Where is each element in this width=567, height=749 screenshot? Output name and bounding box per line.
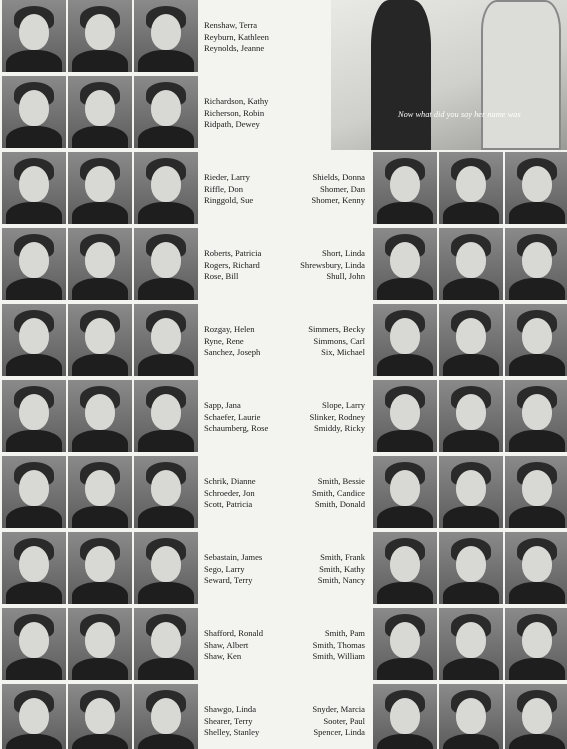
student-name: Sebastain, James <box>204 552 263 562</box>
portrait-right-6-0 <box>373 456 437 528</box>
portrait-head <box>151 546 181 582</box>
portrait-head <box>456 470 486 506</box>
portrait-body <box>443 278 499 300</box>
portrait-left-3-0 <box>2 228 66 300</box>
portrait-body <box>377 202 433 224</box>
student-name: Slinker, Rodney <box>309 411 365 422</box>
portrait-head <box>522 242 552 278</box>
student-name: Smith, Donald <box>314 499 365 509</box>
portrait-head <box>85 622 115 658</box>
student-name: Smith, William <box>312 651 365 661</box>
portrait-left-1-0 <box>2 76 66 148</box>
portrait-right-4-1 <box>439 304 503 376</box>
portrait-right-2-0 <box>373 152 437 224</box>
portrait-body <box>138 126 194 148</box>
student-name: Slope, Larry <box>322 400 365 410</box>
name-list-left <box>204 172 253 207</box>
student-name: Simmons, Carl <box>313 335 365 346</box>
portrait-left-7-0 <box>2 532 66 604</box>
portrait-body <box>6 582 62 604</box>
portrait-body <box>138 202 194 224</box>
portrait-body <box>443 506 499 528</box>
portrait-left-8-0 <box>2 608 66 680</box>
portrait-right-3-1 <box>439 228 503 300</box>
portrait-right-9-2 <box>505 684 567 749</box>
portrait-head <box>151 90 181 126</box>
portrait-body <box>138 278 194 300</box>
portrait-body <box>509 430 565 452</box>
student-name: Rieder, Larry <box>204 172 250 182</box>
portrait-right-7-2 <box>505 532 567 604</box>
portrait-body <box>443 430 499 452</box>
portrait-head <box>19 622 49 658</box>
portrait-head <box>151 394 181 430</box>
portrait-head <box>85 242 115 278</box>
portrait-right-5-2 <box>505 380 567 452</box>
portrait-left-1-2 <box>134 76 198 148</box>
portrait-head <box>85 698 115 734</box>
portrait-left-8-2 <box>134 608 198 680</box>
portrait-body <box>138 734 194 749</box>
portrait-right-8-0 <box>373 608 437 680</box>
student-name: Renshaw, Terra <box>204 20 258 30</box>
student-name: Sapp, Jana <box>204 400 241 410</box>
portrait-body <box>6 430 62 452</box>
student-name: Shomer, Kenny <box>311 195 365 205</box>
candid-figure-student-light <box>481 0 561 150</box>
portrait-body <box>377 658 433 680</box>
portrait-right-9-0 <box>373 684 437 749</box>
portrait-left-3-1 <box>68 228 132 300</box>
portrait-head <box>19 546 49 582</box>
portrait-body <box>509 582 565 604</box>
portrait-right-4-0 <box>373 304 437 376</box>
portrait-head <box>19 394 49 430</box>
student-name: Schrik, Dianne <box>204 476 256 486</box>
portrait-left-4-0 <box>2 304 66 376</box>
student-name: Shomer, Dan <box>319 183 365 194</box>
portrait-left-4-2 <box>134 304 198 376</box>
portrait-right-8-1 <box>439 608 503 680</box>
portrait-head <box>151 622 181 658</box>
student-name: Spencer, Linda <box>313 727 365 737</box>
portrait-head <box>522 394 552 430</box>
student-name: Smith, Pam <box>324 628 365 638</box>
portrait-head <box>390 470 420 506</box>
portrait-head <box>456 622 486 658</box>
student-name: Shaw, Ken <box>204 651 242 661</box>
student-name: Smith, Candice <box>312 487 365 498</box>
student-name: Shields, Donna <box>312 172 365 182</box>
name-list-right <box>309 400 365 435</box>
portrait-left-9-0 <box>2 684 66 749</box>
portrait-left-9-2 <box>134 684 198 749</box>
portrait-body <box>6 126 62 148</box>
portrait-body <box>509 354 565 376</box>
portrait-right-7-0 <box>373 532 437 604</box>
portrait-body <box>138 50 194 72</box>
student-name: Smith, Thomas <box>312 639 365 650</box>
candid-photo <box>331 0 567 150</box>
portrait-left-2-0 <box>2 152 66 224</box>
portrait-head <box>456 698 486 734</box>
portrait-left-7-2 <box>134 532 198 604</box>
student-name: Reyburn, Kathleen <box>204 31 269 42</box>
student-name: Shaw, Albert <box>204 639 249 650</box>
portrait-body <box>6 354 62 376</box>
student-name: Scott, Patricia <box>204 499 253 509</box>
name-list-right <box>312 704 365 739</box>
portrait-right-5-1 <box>439 380 503 452</box>
portrait-body <box>6 278 62 300</box>
portrait-left-5-0 <box>2 380 66 452</box>
portrait-body <box>72 126 128 148</box>
student-name: Six, Michael <box>321 347 365 357</box>
name-list-right <box>312 476 365 511</box>
portrait-left-0-2 <box>134 0 198 72</box>
portrait-head <box>390 166 420 202</box>
name-list-left <box>204 628 263 663</box>
portrait-head <box>19 698 49 734</box>
portrait-right-3-2 <box>505 228 567 300</box>
portrait-head <box>522 470 552 506</box>
portrait-head <box>85 14 115 50</box>
student-name: Rose, Bill <box>204 271 239 281</box>
name-list-left <box>204 20 269 55</box>
portrait-head <box>85 318 115 354</box>
portrait-head <box>19 90 49 126</box>
portrait-head <box>151 698 181 734</box>
name-list-left <box>204 476 256 511</box>
portrait-left-6-0 <box>2 456 66 528</box>
portrait-body <box>138 354 194 376</box>
student-name: Shelley, Stanley <box>204 727 260 737</box>
portrait-body <box>509 202 565 224</box>
portrait-body <box>72 354 128 376</box>
student-name: Shull, John <box>326 271 365 281</box>
portrait-head <box>19 242 49 278</box>
name-list-left <box>204 248 261 283</box>
student-name: Riffle, Don <box>204 183 243 194</box>
portrait-body <box>138 430 194 452</box>
portrait-head <box>151 242 181 278</box>
portrait-head <box>151 318 181 354</box>
candid-figure-student-dark <box>371 0 431 150</box>
portrait-left-0-1 <box>68 0 132 72</box>
portrait-body <box>138 582 194 604</box>
portrait-right-5-0 <box>373 380 437 452</box>
portrait-right-8-2 <box>505 608 567 680</box>
student-name: Smiddy, Ricky <box>313 423 365 433</box>
portrait-head <box>390 242 420 278</box>
portrait-head <box>456 242 486 278</box>
portrait-head <box>151 14 181 50</box>
student-name: Shawgo, Linda <box>204 704 257 714</box>
portrait-body <box>72 278 128 300</box>
portrait-body <box>377 354 433 376</box>
portrait-right-2-2 <box>505 152 567 224</box>
portrait-head <box>456 318 486 354</box>
portrait-head <box>85 90 115 126</box>
portrait-body <box>509 734 565 749</box>
portrait-body <box>72 658 128 680</box>
portrait-head <box>151 166 181 202</box>
student-name: Short, Linda <box>322 248 365 258</box>
portrait-left-8-1 <box>68 608 132 680</box>
portrait-left-6-2 <box>134 456 198 528</box>
portrait-left-7-1 <box>68 532 132 604</box>
student-name: Schaumberg, Rose <box>204 423 269 433</box>
name-list-right <box>318 552 365 587</box>
student-name: Smith, Bessie <box>317 476 365 486</box>
portrait-head <box>19 166 49 202</box>
name-list-left <box>204 96 268 131</box>
student-name: Sego, Larry <box>204 563 245 574</box>
student-name: Roberts, Patricia <box>204 248 262 258</box>
portrait-left-2-1 <box>68 152 132 224</box>
name-list-right <box>311 172 365 207</box>
portrait-head <box>390 394 420 430</box>
student-name: Simmers, Becky <box>308 324 365 334</box>
name-list-left <box>204 400 268 435</box>
student-name: Ryne, Rene <box>204 335 244 346</box>
student-name: Schroeder, Jon <box>204 487 255 498</box>
name-list-right <box>313 628 366 663</box>
student-name: Sanchez, Joseph <box>204 347 261 357</box>
portrait-head <box>85 546 115 582</box>
student-name: Richerson, Robin <box>204 107 265 118</box>
portrait-body <box>377 278 433 300</box>
portrait-body <box>72 582 128 604</box>
portrait-left-1-1 <box>68 76 132 148</box>
name-list-right <box>308 324 365 359</box>
name-list-left <box>204 324 260 359</box>
portrait-right-9-1 <box>439 684 503 749</box>
student-name: Ridpath, Dewey <box>204 119 260 129</box>
student-name: Rozgay, Helen <box>204 324 255 334</box>
portrait-head <box>151 470 181 506</box>
student-name: Richardson, Kathy <box>204 96 269 106</box>
name-list-right <box>300 248 365 283</box>
student-name: Seward, Terry <box>204 575 253 585</box>
portrait-head <box>522 698 552 734</box>
portrait-head <box>390 318 420 354</box>
portrait-body <box>377 734 433 749</box>
portrait-body <box>6 734 62 749</box>
portrait-body <box>377 582 433 604</box>
name-list-left <box>204 552 262 587</box>
portrait-head <box>85 166 115 202</box>
portrait-body <box>138 658 194 680</box>
portrait-body <box>72 734 128 749</box>
student-name: Smith, Frank <box>320 552 365 562</box>
portrait-right-4-2 <box>505 304 567 376</box>
portrait-body <box>72 430 128 452</box>
portrait-head <box>522 318 552 354</box>
portrait-body <box>443 354 499 376</box>
portrait-body <box>6 506 62 528</box>
portrait-body <box>443 202 499 224</box>
student-name: Rogers, Richard <box>204 259 260 270</box>
student-name: Shrewsbury, Linda <box>300 259 365 270</box>
portrait-body <box>509 278 565 300</box>
portrait-head <box>522 622 552 658</box>
student-name: Shafford, Ronald <box>204 628 264 638</box>
portrait-body <box>509 658 565 680</box>
portrait-body <box>443 734 499 749</box>
student-name: Ringgold, Sue <box>204 195 254 205</box>
portrait-head <box>456 166 486 202</box>
portrait-right-6-2 <box>505 456 567 528</box>
name-list-left <box>204 704 259 739</box>
portrait-head <box>456 394 486 430</box>
portrait-left-5-1 <box>68 380 132 452</box>
portrait-head <box>522 166 552 202</box>
student-name: Smith, Nancy <box>317 575 365 585</box>
portrait-body <box>377 506 433 528</box>
portrait-head <box>456 546 486 582</box>
portrait-head <box>19 470 49 506</box>
portrait-body <box>6 658 62 680</box>
portrait-head <box>390 546 420 582</box>
portrait-left-0-0 <box>2 0 66 72</box>
portrait-body <box>72 202 128 224</box>
portrait-head <box>85 470 115 506</box>
portrait-right-2-1 <box>439 152 503 224</box>
portrait-left-2-2 <box>134 152 198 224</box>
portrait-head <box>19 318 49 354</box>
portrait-body <box>6 50 62 72</box>
portrait-head <box>390 698 420 734</box>
student-name: Snyder, Marcia <box>312 704 365 714</box>
student-name: Reynolds, Jeanne <box>204 43 265 53</box>
portrait-head <box>19 14 49 50</box>
portrait-body <box>443 582 499 604</box>
portrait-head <box>85 394 115 430</box>
student-name: Smith, Kathy <box>319 563 365 574</box>
candid-caption: Now what did you say her name was <box>398 110 521 119</box>
portrait-head <box>390 622 420 658</box>
portrait-left-3-2 <box>134 228 198 300</box>
student-name: Shearer, Terry <box>204 715 253 726</box>
portrait-left-9-1 <box>68 684 132 749</box>
portrait-right-7-1 <box>439 532 503 604</box>
student-name: Sooter, Paul <box>323 715 365 726</box>
portrait-body <box>72 50 128 72</box>
portrait-body <box>138 506 194 528</box>
portrait-body <box>509 506 565 528</box>
student-name: Schaefer, Laurie <box>204 411 261 422</box>
portrait-head <box>522 546 552 582</box>
portrait-left-5-2 <box>134 380 198 452</box>
portrait-body <box>72 506 128 528</box>
portrait-right-3-0 <box>373 228 437 300</box>
portrait-left-6-1 <box>68 456 132 528</box>
portrait-body <box>377 430 433 452</box>
portrait-body <box>443 658 499 680</box>
portrait-right-6-1 <box>439 456 503 528</box>
portrait-body <box>6 202 62 224</box>
portrait-left-4-1 <box>68 304 132 376</box>
